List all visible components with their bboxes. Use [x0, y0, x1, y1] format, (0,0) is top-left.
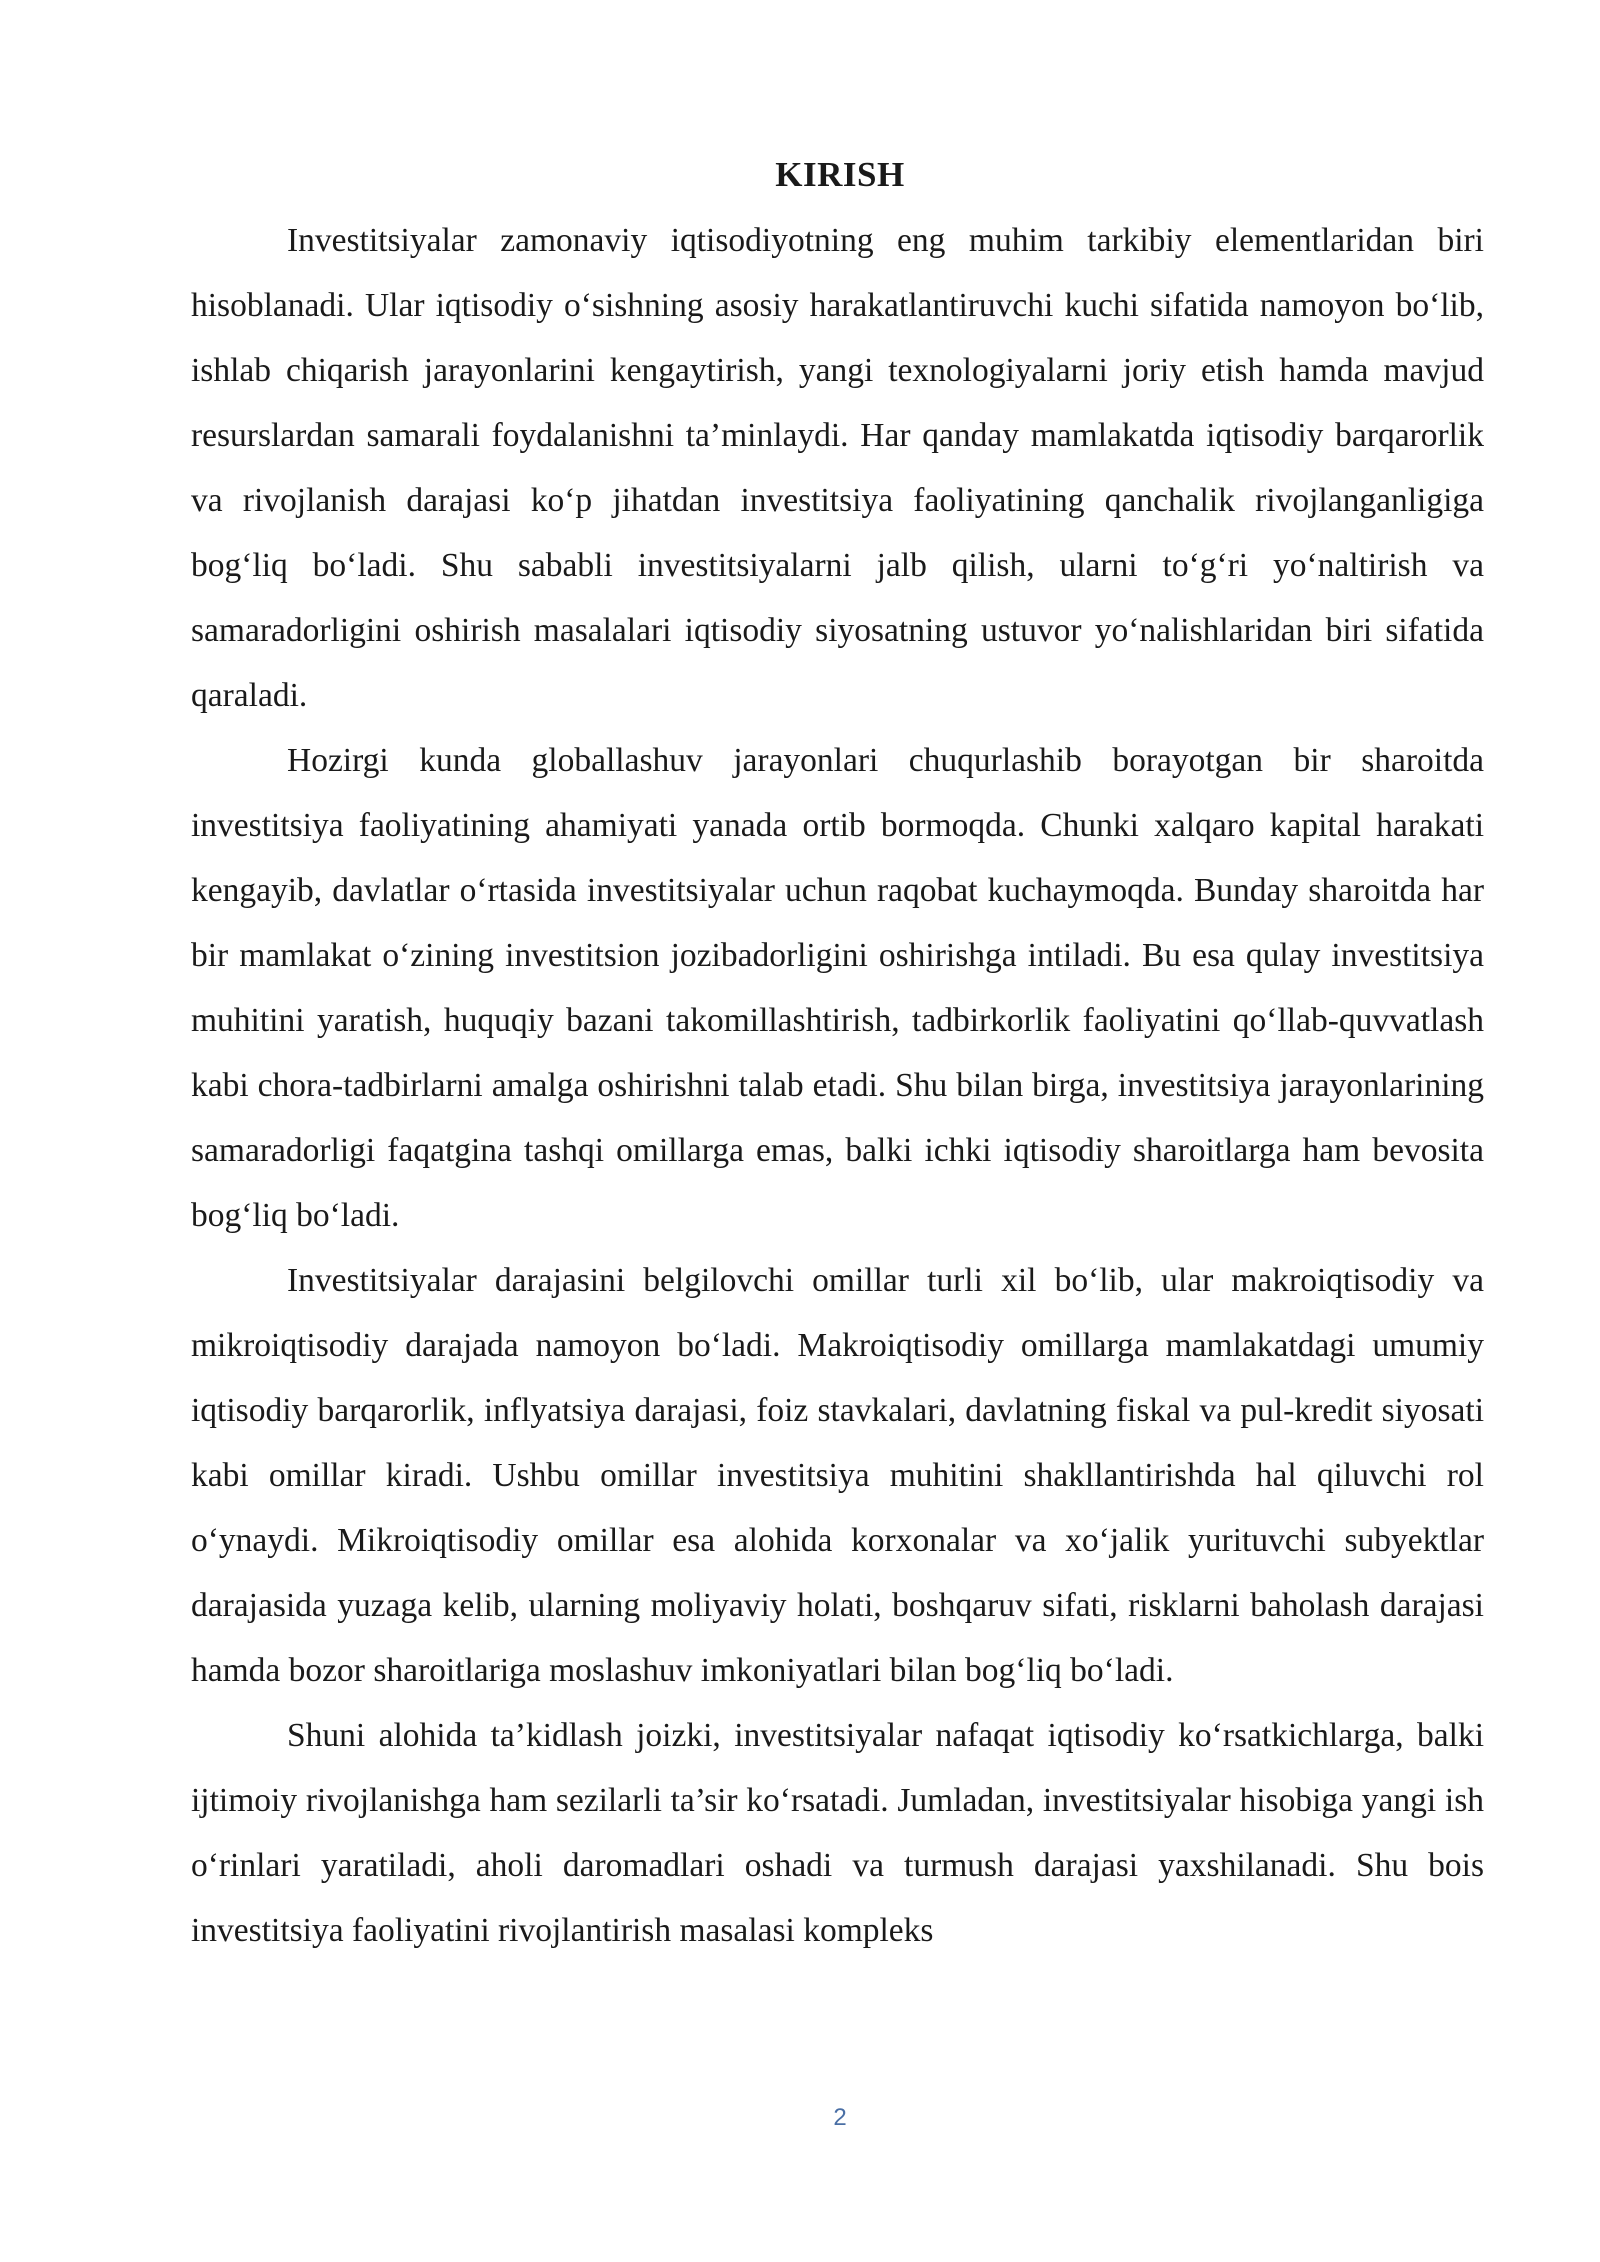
paragraph-2: Hozirgi kunda globallashuv jarayonlari chuqurlashib borayotgan bir sharoitda investitsiya faoliyatining ahamiyati yanada ortib bormoqda. Chunki xalqaro kapital harakati kengayib, davlatlar o‘rtasida investitsiyalar uchun raqobat kuchaymoqda. Bunday sharoitda har bir mamlakat o‘zining investitsion jozibadorligini oshirishga intiladi. Bu esa qulay investitsiya muhitini yaratish, huquqiy bazani takomillashtirish, tadbirkorlik faoliyatini qo‘llab-quvvatlash kabi chora-tadbirlarni amalga oshirishni talab etadi. Shu bilan birga, investitsiya jarayonlarining samaradorligi faqatgina tashqi omillarga emas, balki ichki iqtisodiy sharoitlarga ham bevosita bog‘liq bo‘ladi.: [191, 742, 1484, 1234]
section-heading: KIRISH: [775, 155, 905, 194]
paragraph-1: Investitsiyalar zamonaviy iqtisodiyotning eng muhim tarkibiy elementlaridan biri hisoblanadi. Ular iqtisodiy o‘sishning asosiy harakatlantiruvchi kuchi sifatida namoyon bo‘lib, ishlab chiqarish jarayonlarini kengaytirish, yangi texnologiyalarni joriy etish hamda mavjud resurslardan samarali foydalanishni ta’minlaydi. Har qanday mamlakatda iqtisodiy barqarorlik va rivojlanish darajasi ko‘p jihatdan investitsiya faoliyatining qanchalik rivojlanganligiga bog‘liq bo‘ladi. Shu sababli investitsiyalarni jalb qilish, ularni to‘g‘ri yo‘naltirish va samaradorligini oshirish masalalari iqtisodiy siyosatning ustuvor yo‘nalishlaridan biri sifatida qaraladi.: [191, 222, 1484, 714]
body-text: [191, 208, 1484, 1963]
paragraph-4: Shuni alohida ta’kidlash joizki, investitsiyalar nafaqat iqtisodiy ko‘rsatkichlarga, balki ijtimoiy rivojlanishga ham sezilarli ta’sir ko‘rsatadi. Jumladan, investitsiyalar hisobiga yangi ish o‘rinlari yaratiladi, aholi daromadlari oshadi va turmush darajasi yaxshilanadi. Shu bois investitsiya faoliyatini rivojlantirish masalasi kompleks: [191, 1717, 1484, 1949]
page-number: 2: [833, 2104, 847, 2131]
paragraph-3: Investitsiyalar darajasini belgilovchi omillar turli xil bo‘lib, ular makroiqtisodiy va mikroiqtisodiy darajada namoyon bo‘ladi. Makroiqtisodiy omillarga mamlakatdagi umumiy iqtisodiy barqarorlik, inflyatsiya darajasi, foiz stavkalari, davlatning fiskal va pul-kredit siyosati kabi omillar kiradi. Ushbu omillar investitsiya muhitini shakllantirishda hal qiluvchi rol o‘ynaydi. Mikroiqtisodiy omillar esa alohida korxonalar va xo‘jalik yurituvchi subyektlar darajasida yuzaga kelib, ularning moliyaviy holati, boshqaruv sifati, risklarni baholash darajasi hamda bozor sharoitlariga moslashuv imkoniyatlari bilan bog‘liq bo‘ladi.: [191, 1262, 1484, 1689]
